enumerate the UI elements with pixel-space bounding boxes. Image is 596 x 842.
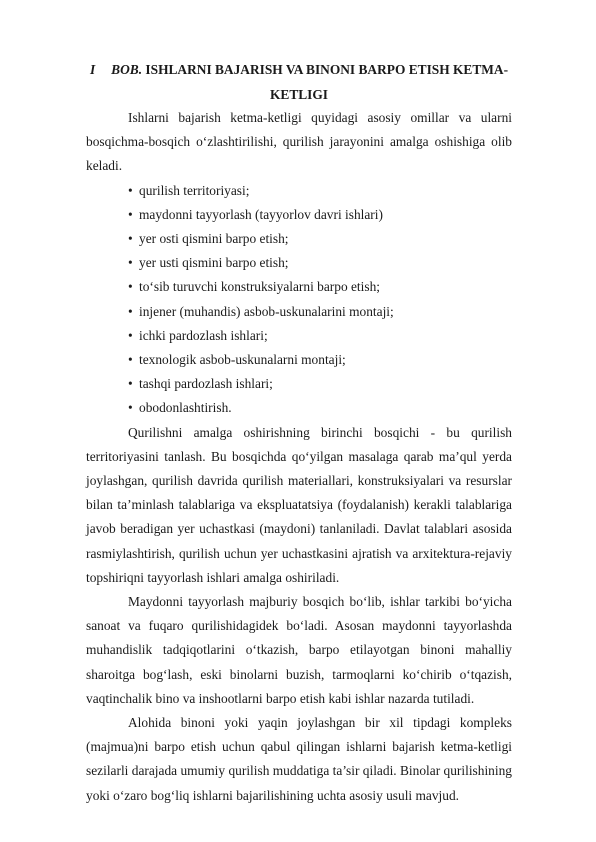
paragraph-site-selection: Qurilishni amalga oshirishning birinchi bosqichi - bu qurilish territoriyasini tanlash. Bu bosqichda qo‘yilgan masalaga qarab ma’qul yerda joylashgan, qurilish davrida qurilish materiallari, konstruksiyalari va resurslar bilan ta’minlash talablariga va ekspluatatsiya (foydalanish) kerakli talablariga javob beradigan yer uchastkasi (maydoni) tanlaniladi. Davlat talablari asosida rasmiylashtirish, qurilish uchun yer uchastkasini ajratish va arxitektura-rejaviy topshiriqni tayyorlash ishlari amalga oshiriladi. <box>86 424 512 585</box>
chapter-heading <box>84 57 514 107</box>
paragraph-site-preparation: Maydonni tayyorlash majburiy bosqich bo‘lib, ishlar tarkibi bo‘yicha sanoat va fuqaro qurilishidagidek bo‘ladi. Asosan maydonni tayyorlashda muhandislik tadqiqotlarini o‘tkazish, barpo etilayotgan binoni mahalliy sharoitga bog‘lash, eski binolarni buzish, tarmoqlarni ko‘chirib o‘tqazish, vaqtinchalik bino va inshootlarni barpo etish kabi ishlar nazarda tutiladi. <box>86 594 512 706</box>
list-item-text: qurilish territoriyasi; <box>139 182 250 198</box>
list-item <box>128 396 512 420</box>
list-item <box>128 227 512 251</box>
stages-list <box>86 179 512 421</box>
paragraph-construction-sequence: Alohida binoni yoki yaqin joylashgan bir xil tipdagi kompleks (majmua)ni barpo etish uchun qabul qilingan ishlarni bajarish ketma-ketligi sezilarli darajada umumiy qurilish muddatiga ta’sir qiladi. Binolar qurilishining yoki o‘zaro bog‘liq ishlarni bajarilishining uchta asosiy usuli mavjud. <box>86 715 512 803</box>
bullet-icon: • <box>128 376 133 392</box>
list-item-text: obodonlashtirish. <box>139 400 232 416</box>
list-item-text: ichki pardozlash ishlari; <box>139 327 268 343</box>
bullet-icon: • <box>128 206 133 222</box>
bullet-icon: • <box>128 303 133 319</box>
bullet-icon: • <box>128 352 133 368</box>
bullet-icon: • <box>128 231 133 247</box>
bullet-icon: • <box>128 327 133 343</box>
list-item <box>128 324 512 348</box>
list-item-text: tashqi pardozlash ishlari; <box>139 376 273 392</box>
list-item <box>128 203 512 227</box>
list-item <box>128 300 512 324</box>
list-item-text: injener (muhandis) asbob-uskunalarini montaji; <box>139 303 394 319</box>
chapter-title-line1: ISHLARNI BAJARISH VA BINONI BARPO ETISH KETMA- <box>145 62 509 77</box>
list-item-text: to‘sib turuvchi konstruksiyalarni barpo etish; <box>139 279 380 295</box>
list-item <box>128 179 512 203</box>
list-item-text: maydonni tayyorlash (tayyorlov davri ishlari) <box>139 206 383 222</box>
intro-paragraph: Ishlarni bajarish ketma-ketligi quyidagi asosiy omillar va ularni bosqichma-bosqich o‘zlashtirilishi, qurilish jarayonini amalga oshishiga olib keladi. <box>86 110 512 174</box>
chapter-title-line2: KETLIGI <box>269 87 329 102</box>
chapter-number: I <box>89 62 96 77</box>
list-item-text: texnologik asbob-uskunalarni montaji; <box>139 352 346 368</box>
bullet-icon: • <box>128 279 133 295</box>
list-item-text: yer osti qismini barpo etish; <box>139 231 289 247</box>
body-text <box>86 106 512 808</box>
chapter-heading-line1 <box>84 57 514 82</box>
list-item-text: yer usti qismini barpo etish; <box>139 255 289 271</box>
list-item <box>128 251 512 275</box>
bullet-icon: • <box>128 400 133 416</box>
list-item <box>128 372 512 396</box>
bullet-icon: • <box>128 255 133 271</box>
list-item <box>128 348 512 372</box>
list-item <box>128 275 512 299</box>
bullet-icon: • <box>128 182 133 198</box>
chapter-label: BOB. <box>111 62 143 77</box>
